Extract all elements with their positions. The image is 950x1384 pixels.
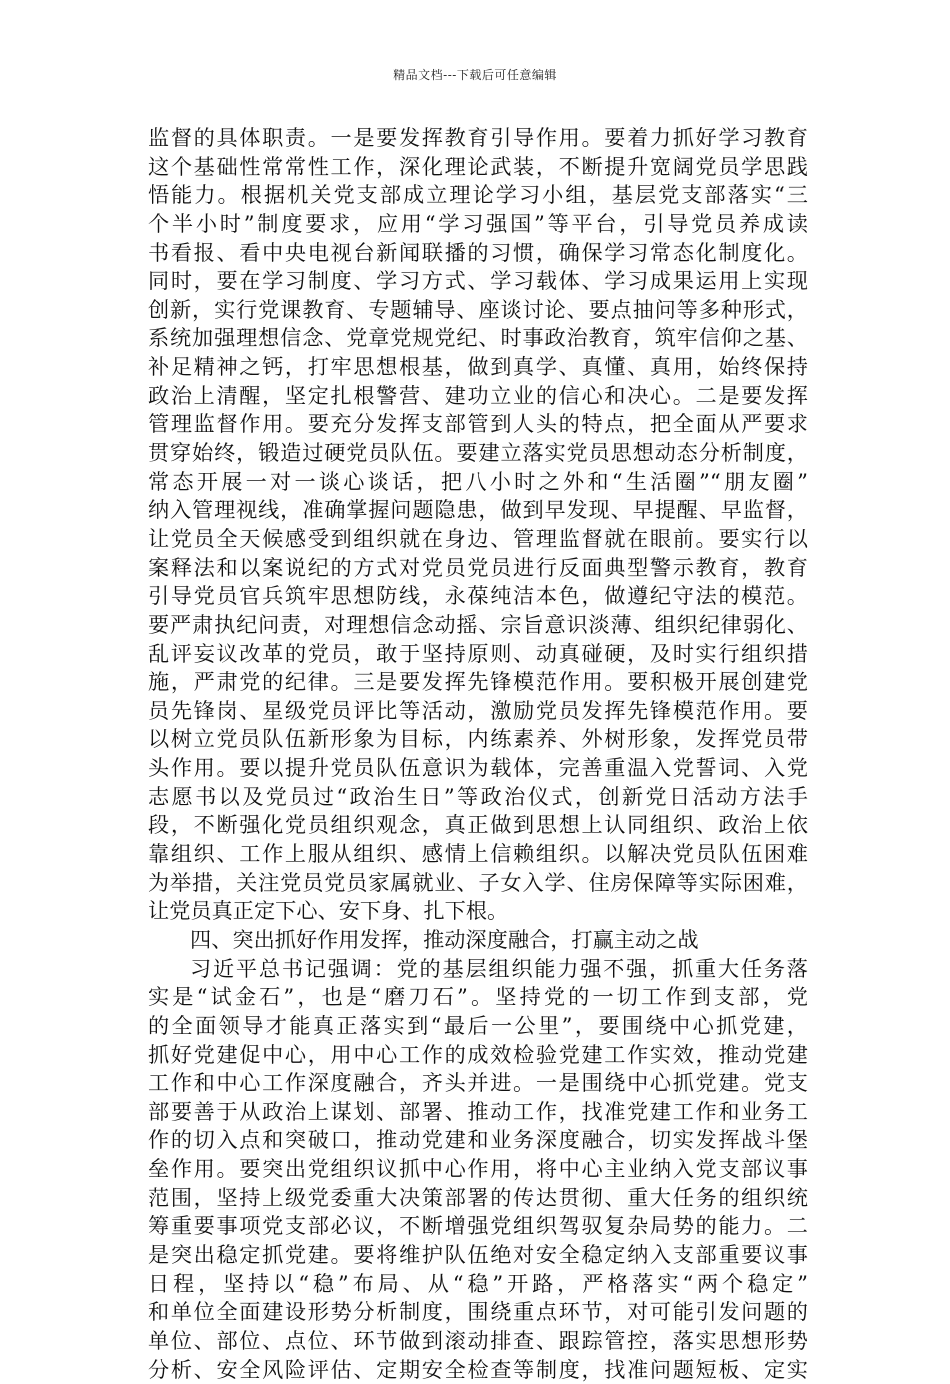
- text-line: 乱评妄议改革的党员，敢于坚持原则、动真碰硬，及时实行组织措: [148, 640, 808, 666]
- text-line: 靠组织、工作上服从组织、感情上信赖组织。以解决党员队伍困难: [148, 841, 808, 867]
- text-line: 引导党员官兵筑牢思想防线，永葆纯洁本色，做遵纪守法的模范。: [148, 583, 808, 609]
- text-line: 案释法和以案说纪的方式对党员党员进行反面典型警示教育，教育: [148, 554, 808, 580]
- text-line: 贯穿始终，锻造过硬党员队伍。要建立落实党员思想动态分析制度，: [148, 440, 808, 466]
- text-line: 是突出稳定抓党建。要将维护队伍绝对安全稳定纳入支部重要议事: [148, 1241, 808, 1267]
- page-header: 精品文档---下载后可任意编辑: [393, 68, 557, 82]
- text-line: 以树立党员队伍新形象为目标，内练素养、外树形象，发挥党员带: [148, 726, 808, 752]
- text-line: 员先锋岗、星级党员评比等活动，激励党员发挥先锋模范作用。要: [148, 697, 808, 723]
- text-line: 管理监督作用。要充分发挥支部管到人头的特点，把全面从严要求: [148, 411, 808, 437]
- text-line: 抓好党建促中心，用中心工作的成效检验党建工作实效，推动党建: [148, 1041, 808, 1067]
- text-line: 让党员真正定下心、安下身、扎下根。: [148, 898, 509, 924]
- text-line: 习近平总书记强调：党的基层组织能力强不强，抓重大任务落: [190, 955, 808, 981]
- document-body: [148, 124, 808, 1384]
- text-line: 范围，坚持上级党委重大决策部署的传达贯彻、重大任务的组织统: [148, 1184, 808, 1210]
- text-line: 筹重要事项党支部必议，不断增强党组织驾驭复杂局势的能力。二: [148, 1213, 808, 1239]
- text-line: 头作用。要以提升党员队伍意识为载体，完善重温入党誓词、入党: [148, 755, 808, 781]
- text-line: 悟能力。根据机关党支部成立理论学习小组，基层党支部落实“三: [148, 182, 808, 208]
- text-line: 监督的具体职责。一是要发挥教育引导作用。要着力抓好学习教育: [148, 125, 808, 150]
- text-line: 的全面领导才能真正落实到“最后一公里”，要围绕中心抓党建，: [148, 1012, 808, 1038]
- text-line: 书看报、看中央电视台新闻联播的习惯，确保学习常态化制度化。: [148, 239, 808, 265]
- section-heading: 四、突出抓好作用发挥，推动深度融合，打赢主动之战: [190, 926, 699, 952]
- text-line: 创新，实行党课教育、专题辅导、座谈讨论、要点抽问等多种形式，: [148, 296, 808, 322]
- text-line: 和单位全面建设形势分析制度，围绕重点环节，对可能引发问题的: [148, 1299, 808, 1325]
- text-line: 日程，坚持以“稳”布局、从“稳”开路，严格落实“两个稳定”: [148, 1270, 808, 1296]
- text-line: 垒作用。要突出党组织议抓中心作用，将中心主业纳入党支部议事: [148, 1156, 808, 1182]
- text-line: 要严肃执纪问责，对理想信念动摇、宗旨意识淡薄、组织纪律弱化、: [148, 611, 808, 637]
- text-line: 分析、安全风险评估、定期安全检查等制度，找准问题短板、定实: [148, 1356, 808, 1382]
- text-line: 补足精神之钙，打牢思想根基，做到真学、真懂、真用，始终保持: [148, 354, 808, 380]
- text-line: 实是“试金石”，也是“磨刀石”。坚持党的一切工作到支部，党: [148, 984, 808, 1010]
- text-line: 常态开展一对一谈心谈话，把八小时之外和“生活圈”“朋友圈”: [148, 468, 808, 494]
- text-line: 同时，要在学习制度、学习方式、学习载体、学习成果运用上实现: [148, 268, 808, 294]
- text-line: 工作和中心工作深度融合，齐头并进。一是围绕中心抓党建。党支: [148, 1070, 808, 1096]
- text-line: 单位、部位、点位、环节做到滚动排查、跟踪管控，落实思想形势: [148, 1327, 808, 1353]
- text-line: 政治上清醒，坚定扎根警营、建功立业的信心和决心。二是要发挥: [148, 382, 808, 408]
- text-line: 个半小时”制度要求，应用“学习强国”等平台，引导党员养成读: [148, 210, 808, 236]
- text-line: 这个基础性常常性工作，深化理论武装，不断提升宽阔党员学思践: [148, 153, 808, 179]
- text-line: 纳入管理视线，准确掌握问题隐患，做到早发现、早提醒、早监督，: [148, 497, 808, 523]
- text-line: 为举措，关注党员党员家属就业、子女入学、住房保障等实际困难，: [148, 869, 808, 895]
- text-line: 部要善于从政治上谋划、部署、推动工作，找准党建工作和业务工: [148, 1098, 808, 1124]
- text-line: 让党员全天候感受到组织就在身边、管理监督就在眼前。要实行以: [148, 525, 808, 551]
- text-line: 系统加强理想信念、党章党规党纪、时事政治教育，筑牢信仰之基、: [148, 325, 808, 351]
- text-line: 志愿书以及党员过“政治生日”等政治仪式，创新党日活动方法手: [148, 783, 808, 809]
- text-line: 施，严肃党的纪律。三是要发挥先锋模范作用。要积极开展创建党: [148, 669, 808, 695]
- text-line: 作的切入点和突破口，推动党建和业务深度融合，切实发挥战斗堡: [148, 1127, 808, 1153]
- text-line: 段，不断强化党员组织观念，真正做到思想上认同组织、政治上依: [148, 812, 808, 838]
